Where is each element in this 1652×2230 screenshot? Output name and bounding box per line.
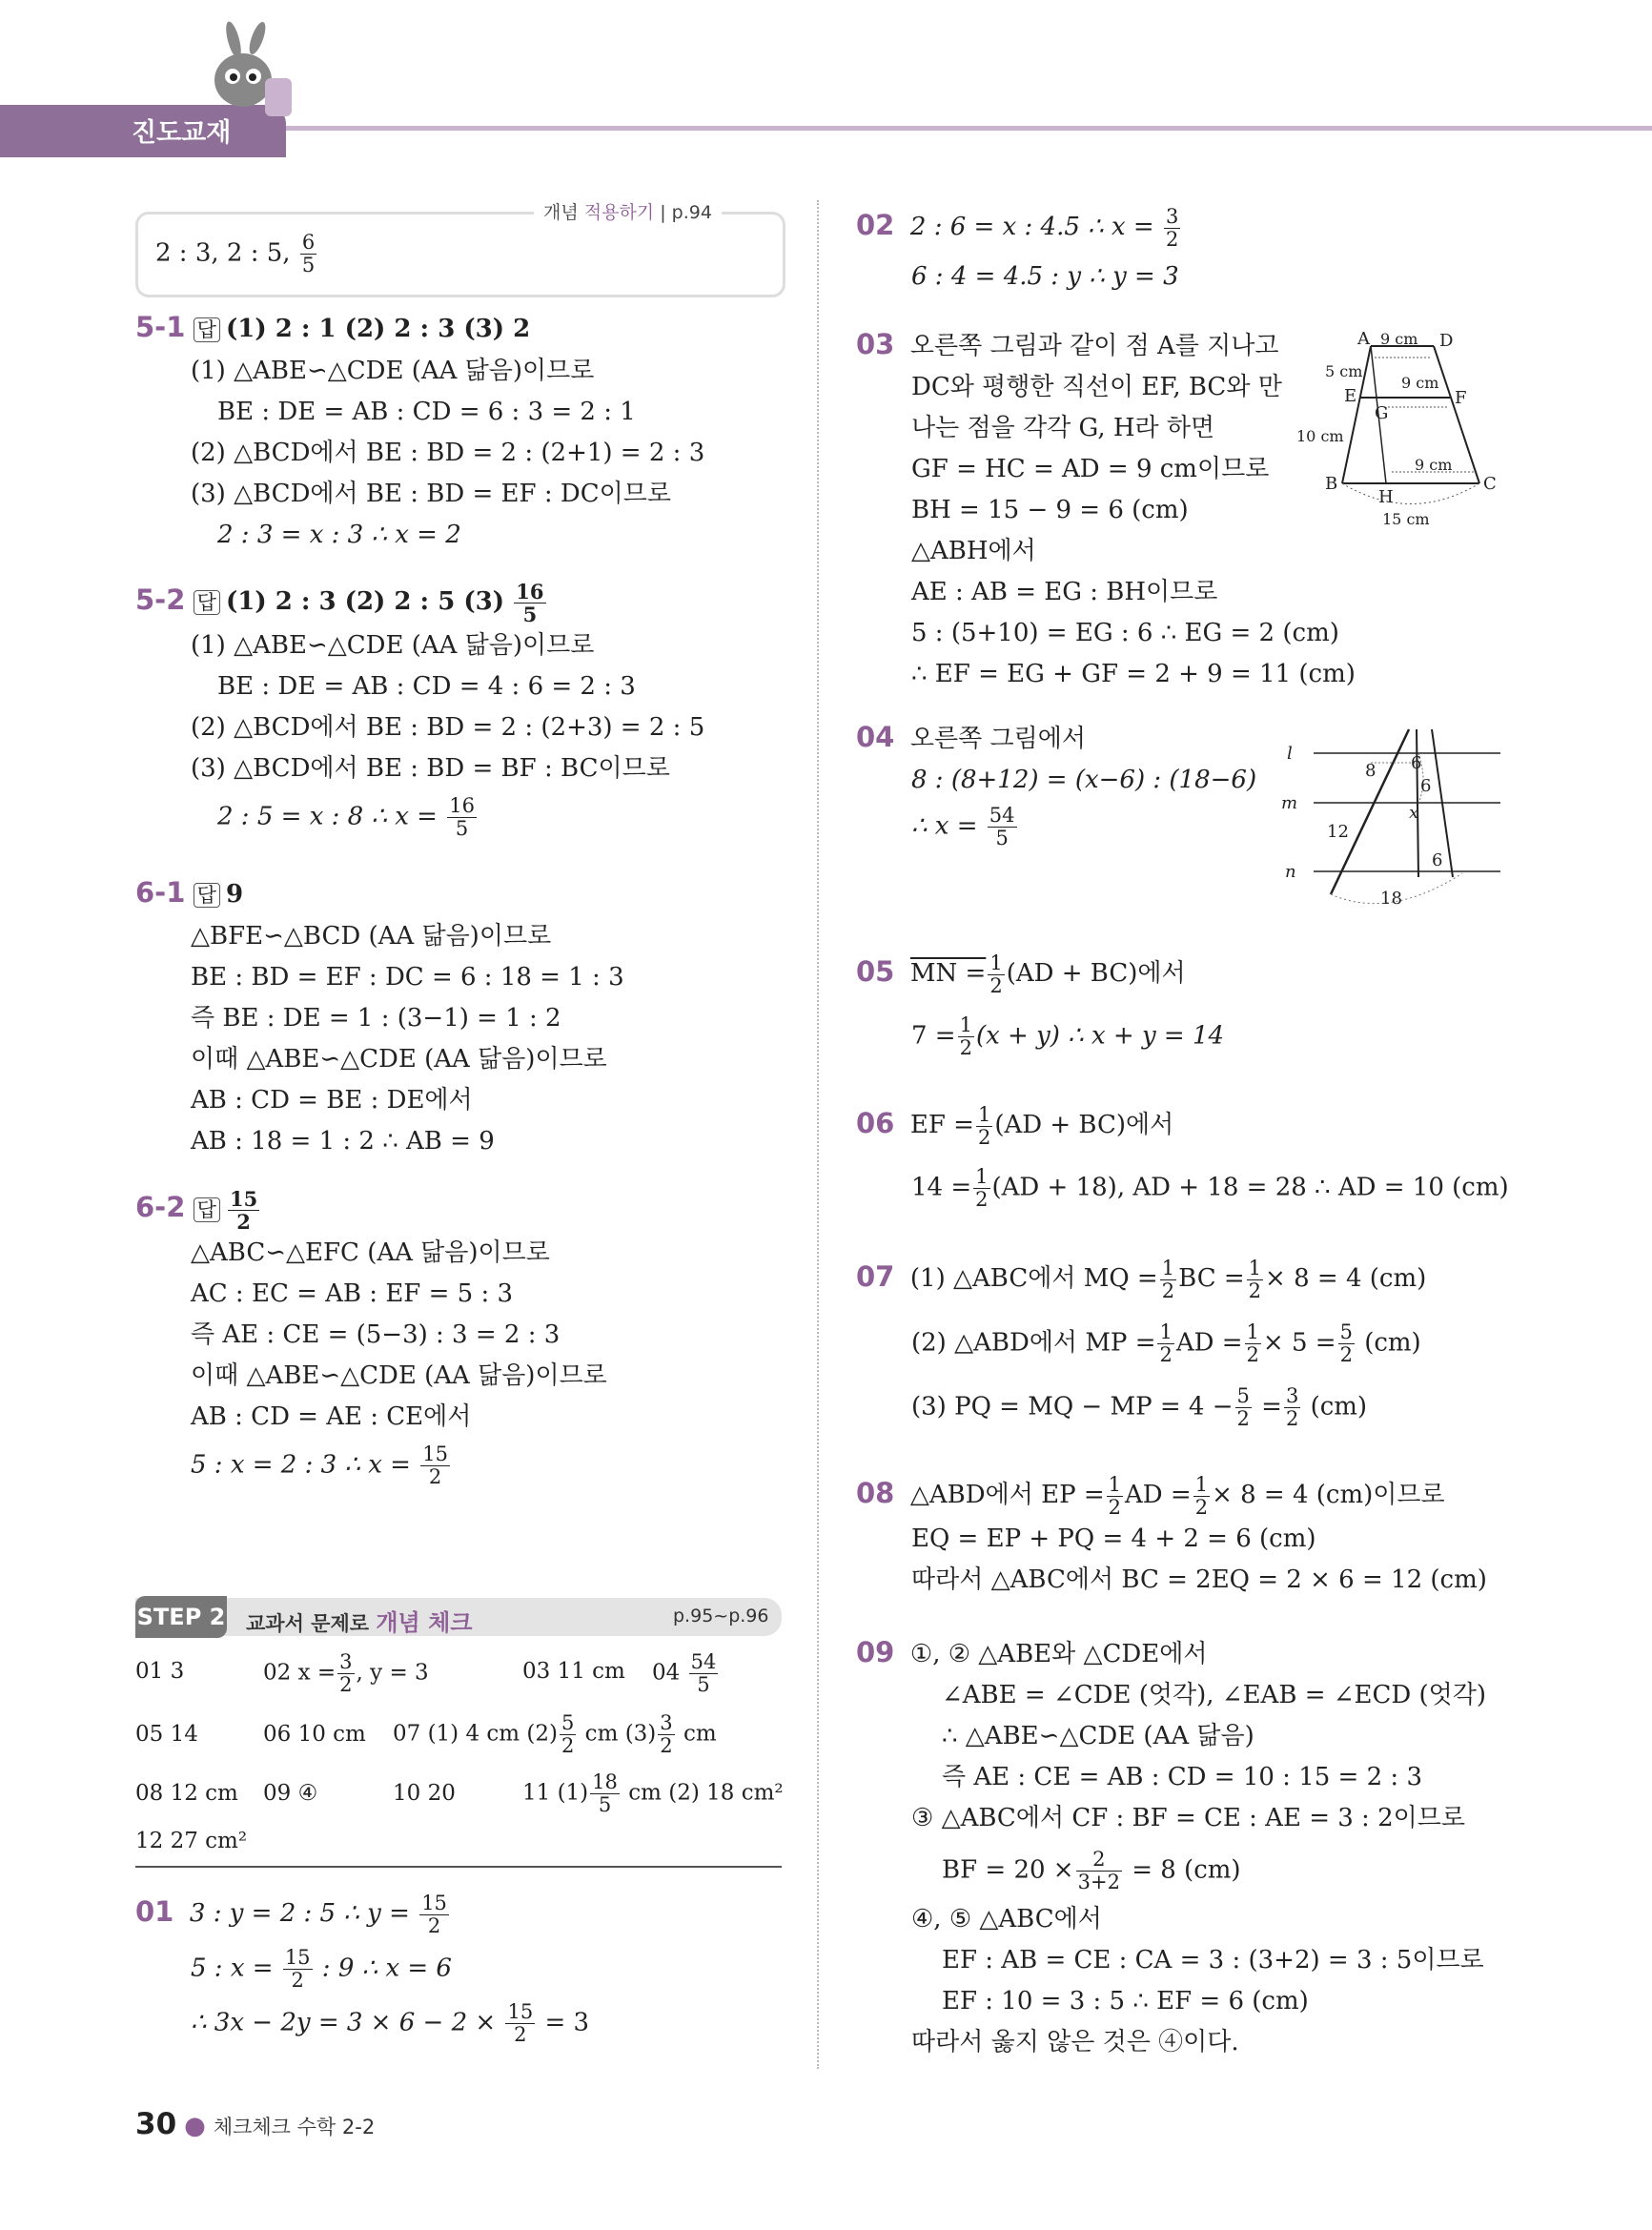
- svg-text:H: H: [1378, 487, 1394, 507]
- answer-08: 08 12 cm: [135, 1781, 238, 1806]
- svg-text:18: 18: [1380, 889, 1402, 909]
- header-tab-label: 진도교재: [132, 118, 232, 148]
- step2-pages: p.95~p.96: [673, 1606, 769, 1626]
- question-05: 05 MN = $\frac{1}{2}$ (AD + BC)에서 7 = $\frac{1}{2}$ (x + y) ∴ x + y = 14: [856, 951, 1225, 1059]
- svg-text:6: 6: [1411, 753, 1422, 773]
- page-footer: 30 ● 체크체크 수학 2-2: [135, 2107, 376, 2141]
- question-06: 06 EF = $\frac{1}{2}$ (AD + BC)에서 14 = $\frac{1}{2}$ (AD + 18), AD + 18 = 28 ∴ AD = 10 (cm): [856, 1102, 1509, 1211]
- svg-text:C: C: [1483, 474, 1497, 494]
- concept-label: 개념 적용하기 | p.94: [534, 198, 722, 224]
- rabbit-mascot-icon: [191, 21, 296, 116]
- svg-text:10 cm: 10 cm: [1296, 427, 1344, 445]
- problem-5-2: 5-2 답 (1) 2 : 3 (2) 2 : 5 (3) $\frac{16}{5}$ (1) △ABE∽△CDE (AA 닮음)이므로 BE : DE = AB : CD = 4 : 6 = 2 : 3 (2) △BCD에서 BE : BD = 2 : (2+3) = 2 : 5 (3) △BCD에서 BE : BD = BF : BC이므로 2 : 5 = x : 8 ∴ x = $\frac{16}{5}$: [135, 579, 705, 840]
- concept-answer: 2 : 3, 2 : 5, $\frac{6}{5}$: [155, 231, 316, 276]
- question-02: 02 2 : 6 = x : 4.5 ∴ x = $\frac{3}{2}$ 6 : 4 = 4.5 : y ∴ y = 3: [856, 204, 1179, 291]
- trapezoid-figure: [1296, 329, 1525, 534]
- step2-title: 교과서 문제로 개념 체크: [246, 1609, 473, 1636]
- svg-text:8: 8: [1365, 761, 1377, 781]
- svg-text:5 cm: 5 cm: [1325, 362, 1363, 380]
- answer-09: 09 ④: [263, 1781, 318, 1806]
- step2-badge: STEP 2: [135, 1596, 227, 1638]
- answer-01: 01 3: [135, 1659, 185, 1684]
- problem-6-2: 6-2 답 $\frac{15}{2}$ △ABC∽△EFC (AA 닮음)이므로 AC : EC = AB : EF = 5 : 3 즉 AE : CE = (5−3) : 3 = 2 : 3 이때 △ABE∽△CDE (AA 닮음)이므로 AB : CD = AE : CE에서 5 : x = 2 : 3 ∴ x = $\frac{15}{2}$: [135, 1186, 607, 1488]
- answer-03: 03 11 cm: [522, 1659, 625, 1684]
- svg-text:6: 6: [1432, 850, 1443, 870]
- svg-text:m: m: [1281, 793, 1298, 813]
- page-number: 30: [135, 2107, 177, 2141]
- svg-text:9 cm: 9 cm: [1380, 330, 1418, 348]
- book-title: 체크체크 수학 2-2: [213, 2116, 376, 2138]
- answer-07: 07 (1) 4 cm (2) $\frac{5}{2}$ cm (3) $\frac{3}{2}$ cm: [393, 1711, 717, 1757]
- svg-text:9 cm: 9 cm: [1415, 456, 1453, 474]
- svg-text:9 cm: 9 cm: [1401, 374, 1439, 392]
- svg-text:x: x: [1409, 803, 1419, 823]
- svg-text:D: D: [1439, 331, 1454, 351]
- parallel-lines-figure: [1275, 725, 1504, 915]
- svg-text:E: E: [1344, 386, 1357, 406]
- svg-text:12: 12: [1327, 822, 1349, 842]
- svg-text:A: A: [1357, 329, 1370, 349]
- section-divider: [135, 1866, 782, 1868]
- answer-04: 04 $\frac{54}{5}$: [652, 1650, 717, 1696]
- svg-text:B: B: [1325, 474, 1338, 494]
- svg-text:n: n: [1285, 862, 1296, 882]
- question-04: 04 오른쪽 그림에서 8 : (8+12) = (x−6) : (18−6) ∴ x = $\frac{54}{5}$: [856, 721, 1257, 849]
- answer-05: 05 14: [135, 1722, 198, 1747]
- svg-text:l: l: [1287, 744, 1293, 764]
- problem-5-1: 5-1 답 (1) 2 : 1 (2) 2 : 3 (3) 2 (1) △ABE∽△CDE (AA 닮음)이므로 BE : DE = AB : CD = 6 : 3 = 2 : 1 (2) △BCD에서 BE : BD = 2 : (2+1) = 2 : 3 (3) △BCD에서 BE : BD = EF : DC이므로 2 : 3 = x : 3 ∴ x = 2: [135, 311, 705, 549]
- problem-6-1: 6-1 답 9 △BFE∽△BCD (AA 닮음)이므로 BE : BD = EF : DC = 6 : 18 = 1 : 3 즉 BE : DE = 1 : (3−1) = 1 : 2 이때 △ABE∽△CDE (AA 닮음)이므로 AB : CD = BE : DE에서 AB : 18 = 1 : 2 ∴ AB = 9: [135, 876, 624, 1156]
- answer-12: 12 27 cm²: [135, 1829, 248, 1853]
- answer-02: 02 x = $\frac{3}{2}$ , y = 3: [263, 1650, 429, 1696]
- question-03: 03 오른쪽 그림과 같이 점 A를 지나고 DC와 평행한 직선이 EF, BC와 만 나는 점을 각각 G, H라 하면 GF = HC = AD = 9 cm이므로 BH = 15 − 9 = 6 (cm) △ABH에서 AE : AB = EG : BH이므로 5 : (5+10) = EG : 6 ∴ EG = 2 (cm) ∴ EF = EG + GF = 2 + 9 = 11 (cm): [856, 328, 1356, 688]
- question-07: 07 (1) △ABC에서 MQ = $\frac{1}{2}$ BC = $\frac{1}{2}$ × 8 = 4 (cm) (2) △ABD에서 MP = $\frac{1}{2}$ AD = $\frac{1}{2}$ × 5 = $\frac{5}{2}$ (cm) (3) PQ = MQ − MP = 4 − $\frac{5}{2}$ = $\frac{3}{2}$ (cm): [856, 1256, 1427, 1430]
- svg-text:6: 6: [1420, 776, 1432, 796]
- column-divider: [817, 200, 819, 2069]
- svg-text:15 cm: 15 cm: [1382, 510, 1430, 528]
- svg-text:F: F: [1455, 388, 1467, 408]
- header-rule: [286, 126, 1652, 131]
- answer-10: 10 20: [393, 1781, 456, 1806]
- answer-11: 11 (1) $\frac{18}{5}$ cm (2) 18 cm²: [522, 1770, 784, 1816]
- question-08: 08 △ABD에서 EP = $\frac{1}{2}$ AD = $\frac{1}{2}$ × 8 = 4 (cm)이므로 EQ = EP + PQ = 4 + 2 = 6 (cm) 따라서 △ABC에서 BC = 2EQ = 2 × 6 = 12 (cm): [856, 1472, 1487, 1594]
- answer-06: 06 10 cm: [263, 1722, 366, 1747]
- question-01: 01 3 : y = 2 : 5 ∴ y = $\frac{15}{2}$ 5 : x = $\frac{15}{2}$ : 9 ∴ x = 6 ∴ 3x − 2y = 3 × 6 − 2 × $\frac{15}{2}$ = 3: [135, 1891, 590, 2046]
- svg-text:G: G: [1375, 403, 1389, 423]
- question-09: 09 ①, ② △ABE와 △CDE에서 ∠ABE = ∠CDE (엇각), ∠EAB = ∠ECD (엇각) ∴ △ABE∽△CDE (AA 닮음) 즉 AE : CE = AB : CD = 10 : 15 = 2 : 3 ③ △ABC에서 CF : BF = CE : AE = 3 : 2이므로 BF = 20 × $\frac{2}{3+2}$ = 8 (cm) ④, ⑤ △ABC에서 EF : AB = CE : CA = 3 : (3+2) = 3 : 5이므로 EF : 10 = 3 : 5 ∴ EF = 6 (cm) 따라서 옳지 않은 것은 ④이다.: [856, 1636, 1487, 2056]
